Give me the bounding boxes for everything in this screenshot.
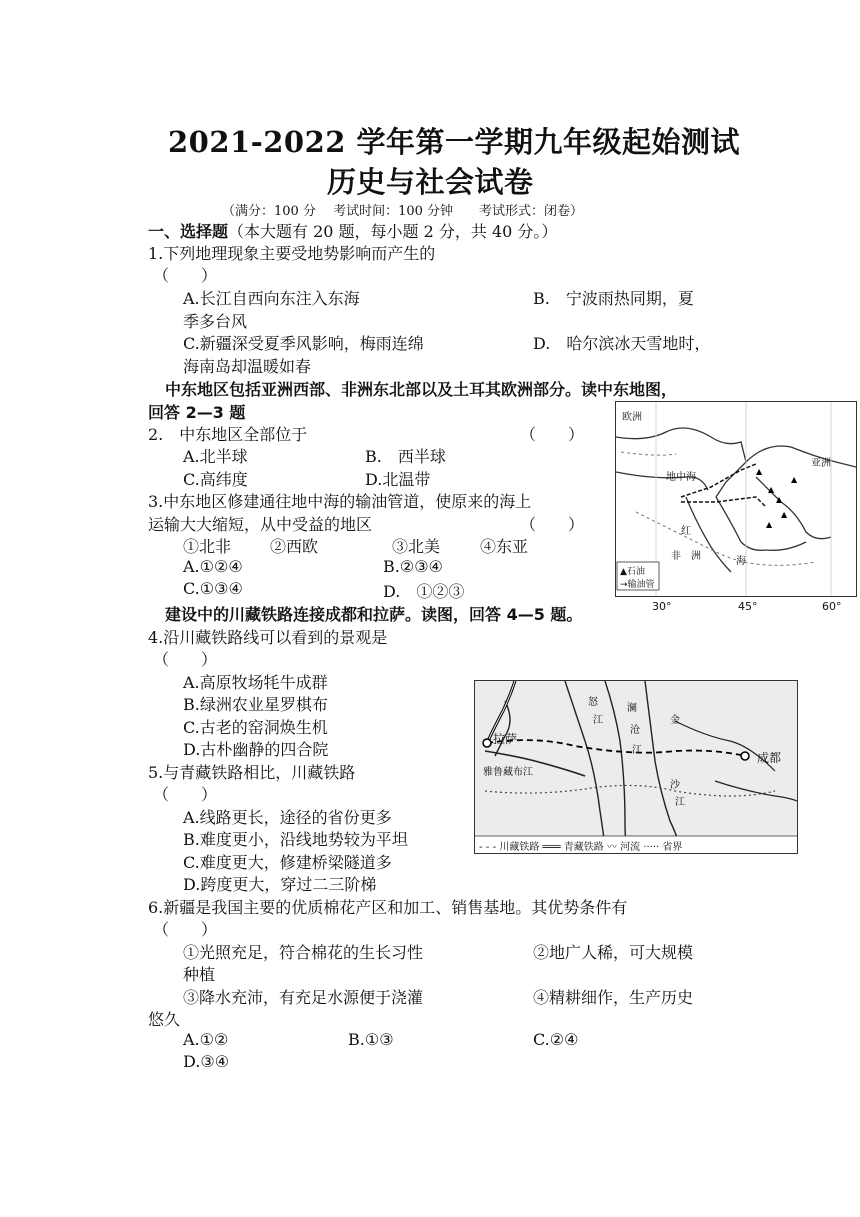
q6-option-c: C.②④ [533, 1030, 579, 1049]
map1-label-europe: 欧洲 [622, 412, 642, 423]
q4-option-a: A.高原牧场牦牛成群 [183, 673, 328, 692]
map2-label-yarlung: 雅鲁藏布江 [483, 767, 533, 778]
q2-paren: （ ） [520, 425, 585, 444]
q4-paren: （ ） [153, 650, 218, 669]
q6-choice-2-cont: 种植 [183, 965, 216, 984]
map2-label-jiang2: 江 [632, 745, 642, 756]
section-heading [148, 219, 557, 242]
svg-text:▲: ▲ [766, 520, 773, 529]
map2-label-jiang3: 江 [675, 797, 685, 808]
subject-title: 历史与社会试卷 [327, 165, 534, 199]
q4-option-d: D.古朴幽静的四合院 [183, 740, 329, 759]
q1-stem: 1.下列地理现象主要受地势影响而产生的 [148, 244, 436, 263]
q2-stem: 2. 中东地区全部位于 [148, 425, 308, 444]
q6-choice-2: ②地广人稀，可大规模 [533, 943, 694, 962]
map2-label-lhasa: 拉萨 [493, 732, 518, 746]
q6-choice-4-cont: 悠久 [148, 1010, 181, 1029]
exam-info: （满分：100 分 考试时间：100 分钟 考试形式：闭卷） [222, 204, 584, 219]
q6-option-d: D.③④ [183, 1052, 230, 1071]
q1-option-d-cont: 海南岛却温暖如春 [183, 357, 312, 376]
map1-lon-45: 45° [738, 600, 758, 613]
map2-label-nu: 怒 [588, 697, 598, 708]
map2-label-jin: 金 [670, 715, 680, 726]
q5-stem: 5.与青藏铁路相比，川藏铁路 [148, 763, 356, 782]
map2-legend: - - - 川藏铁路 ═══ 青藏铁路 〰 河流 ····· 省界 [479, 842, 683, 853]
q5-option-d: D.跨度更大，穿过二三阶梯 [183, 875, 377, 894]
q4-option-b: B.绿洲农业星罗棋布 [183, 695, 328, 714]
map1-lon-60: 60° [822, 600, 842, 613]
map2-label-lan: 澜 [627, 703, 637, 714]
q6-paren: （ ） [153, 920, 218, 939]
q6-option-a: A.①② [183, 1030, 229, 1049]
map2-label-jiang1: 江 [593, 715, 603, 726]
q5-option-a: A.线路更长，途径的省份更多 [183, 808, 392, 827]
q3-option-a: A.①②④ [183, 557, 243, 576]
svg-text:▲: ▲ [768, 485, 775, 494]
q3-stem-line1: 3.中东地区修建通往地中海的输油管道，使原来的海上 [148, 492, 532, 511]
q3-paren: （ ） [520, 515, 585, 534]
q1-option-b-cont: 季多台风 [183, 312, 248, 331]
q5-option-b: B.难度更小，沿线地势较为平坦 [183, 830, 408, 849]
q6-choice-4: ④精耕细作，生产历史 [533, 988, 694, 1007]
section-desc: （本大题有 20 题，每小题 2 分，共 40 分。） [228, 222, 558, 241]
q4-option-c: C.古老的窑洞焕生机 [183, 718, 328, 737]
svg-text:▲: ▲ [756, 467, 763, 476]
map1-label-asia: 亚洲 [811, 458, 831, 469]
exam-title: 2021-2022 学年第一学期九年级起始测试 [168, 125, 741, 159]
intro-q2-3-line2: 回答 2—3 题 [148, 403, 246, 422]
map1-label-red: 红 [681, 526, 691, 537]
q6-choice-3: ③降水充沛，有充足水源便于浇灌 [183, 988, 424, 1007]
map1-label-med: 地中海 [666, 472, 696, 483]
map1-label-africa: 非 洲 [671, 551, 701, 562]
q6-option-b: B.①③ [348, 1030, 394, 1049]
q3-option-d: D. ①②③ [383, 582, 465, 601]
q2-option-a: A.北半球 [183, 447, 248, 466]
sichuan-tibet-railway-map [474, 680, 798, 854]
q3-stem-line2: 运输大大缩短，从中受益的地区 [148, 515, 373, 534]
q2-option-c: C.高纬度 [183, 470, 248, 489]
svg-text:▲: ▲ [781, 510, 788, 519]
q6-choice-1: ①光照充足，符合棉花的生长习性 [183, 943, 424, 962]
map1-label-sea: 海 [736, 556, 746, 567]
svg-text:▲: ▲ [791, 475, 798, 484]
q4-stem: 4.沿川藏铁路线可以看到的景观是 [148, 628, 388, 647]
q1-option-c: C.新疆深受夏季风影响，梅雨连绵 [183, 334, 424, 353]
map2-label-sha: 沙 [670, 780, 680, 791]
map1-lon-30: 30° [652, 600, 672, 613]
intro-q4-5: 建设中的川藏铁路连接成都和拉萨。读图，回答 4—5 题。 [165, 605, 583, 624]
middle-east-map [615, 401, 857, 597]
map2-label-chengdu: 成都 [757, 751, 782, 765]
q1-option-a: A.长江自西向东注入东海 [183, 289, 360, 308]
q3-choice-1: ①北非 [183, 537, 232, 556]
section-title: 一、选择题 [148, 222, 229, 241]
q3-option-c: C.①③④ [183, 579, 243, 598]
q5-option-c: C.难度更大，修建桥梁隧道多 [183, 853, 392, 872]
intro-q2-3-line1: 中东地区包括亚洲西部、非洲东北部以及土耳其欧洲部分。读中东地图， [165, 380, 678, 399]
svg-text:▲: ▲ [776, 495, 783, 504]
q1-paren: （ ） [153, 266, 218, 285]
map2-label-cang: 沧 [630, 725, 640, 736]
map1-legend-oil: ▲石油 [620, 567, 645, 577]
q1-option-b: B. 宁波雨热同期，夏 [533, 289, 694, 308]
map1-legend-pipe: →输油管 [620, 580, 655, 590]
q6-stem: 6.新疆是我国主要的优质棉花产区和加工、销售基地。其优势条件有 [148, 898, 628, 917]
q3-option-b: B.②③④ [383, 557, 443, 576]
q1-option-d: D. 哈尔滨冰天雪地时， [533, 334, 711, 353]
q2-option-b: B. 西半球 [365, 447, 446, 466]
q2-option-d: D.北温带 [365, 470, 431, 489]
q3-choice-4: ④东亚 [480, 537, 529, 556]
q5-paren: （ ） [153, 785, 218, 804]
q3-choice-3: ③北美 [392, 537, 441, 556]
q3-choice-2: ②西欧 [270, 537, 319, 556]
